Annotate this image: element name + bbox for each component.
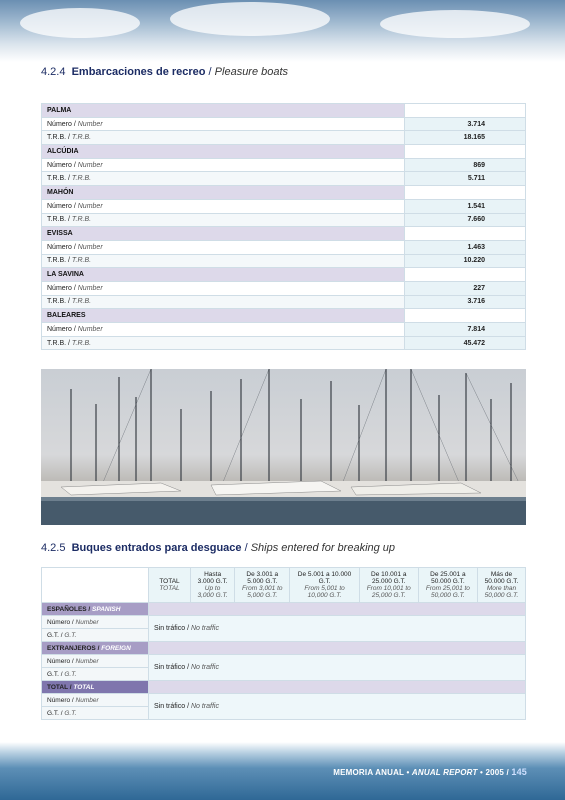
section-title-pleasure-boats: 4.2.4 Embarcaciones de recreo / Pleasure boats <box>41 66 289 78</box>
table-row: T.R.B. / T.R.B. 3.716 <box>42 295 526 309</box>
table-row: T.R.B. / T.R.B. 18.165 <box>42 131 526 145</box>
marina-photo <box>41 369 526 525</box>
table-row: Número / Number Sin tráfico / No traffic <box>42 694 526 707</box>
number-value: 7.814 <box>405 323 526 337</box>
section-title-en: Ships entered for breaking up <box>250 542 396 554</box>
trb-value: 5.711 <box>405 172 526 186</box>
group-name: BALEARES <box>42 309 405 323</box>
table-row: Número / Number 869 <box>42 158 526 172</box>
number-value: 1.541 <box>405 199 526 213</box>
table-group-row <box>42 268 526 282</box>
sailboat-masts-image <box>41 369 526 525</box>
table-group-row: TOTAL / TOTAL <box>42 681 526 694</box>
table-row: Número / Number 3.714 <box>42 117 526 131</box>
header-sky-image <box>0 0 565 62</box>
trb-value: 7.660 <box>405 213 526 227</box>
table-row: G.T. / G.T. <box>42 668 526 681</box>
table-row: T.R.B. / T.R.B. 5.711 <box>42 172 526 186</box>
column-header: Hasta 3.000 G.T. Up to 3,000 G.T. <box>191 568 235 603</box>
group-name: ALCÚDIA <box>42 145 405 159</box>
number-value: 869 <box>405 158 526 172</box>
table-row: G.T. / G.T. <box>42 629 526 642</box>
section-title-es: Embarcaciones de recreo <box>71 66 206 78</box>
table-row: Número / Number 7.814 <box>42 323 526 337</box>
number-value: 3.714 <box>405 117 526 131</box>
footer-annual-report: ANUAL REPORT <box>411 768 478 777</box>
trb-value: 18.165 <box>405 131 526 145</box>
trb-value: 45.472 <box>405 336 526 350</box>
table-group-row <box>42 104 526 118</box>
number-value: 227 <box>405 281 526 295</box>
table-group-row <box>42 145 526 159</box>
table-row: Número / Number 1.463 <box>42 240 526 254</box>
table-row: T.R.B. / T.R.B. 45.472 <box>42 336 526 350</box>
page-number: 145 <box>511 767 527 777</box>
section-number: 4.2.5 <box>41 542 66 554</box>
column-header: TOTAL TOTAL <box>149 568 191 603</box>
table-row: G.T. / G.T. <box>42 707 526 720</box>
table-row: Número / Number Sin tráfico / No traffic <box>42 655 526 668</box>
table-group-row <box>42 186 526 200</box>
table-row: T.R.B. / T.R.B. 10.220 <box>42 254 526 268</box>
breaking-up-table <box>41 567 526 720</box>
table-group-row <box>42 227 526 241</box>
column-header: De 3.001 a 5.000 G.T. From 3,001 to 5,000 G.T. <box>235 568 290 603</box>
trb-value: 10.220 <box>405 254 526 268</box>
table-row: Número / Number 1.541 <box>42 199 526 213</box>
footer-memoria: MEMORIA ANUAL <box>333 768 404 777</box>
group-name: PALMA <box>42 104 405 118</box>
no-traffic-cell: Sin tráfico / No traffic <box>149 694 526 720</box>
section-title-breaking-up: 4.2.5 Buques entrados para desguace / Ships entered for breaking up <box>41 542 396 554</box>
table-group-row <box>42 309 526 323</box>
table-row: Número / Number Sin tráfico / No traffic <box>42 616 526 629</box>
column-header: De 10.001 a 25.000 G.T. From 10,001 to 25,000 G.T. <box>359 568 418 603</box>
group-name: EVISSA <box>42 227 405 241</box>
section-number: 4.2.4 <box>41 66 66 78</box>
table-group-row: EXTRANJEROS / FOREIGN <box>42 642 526 655</box>
footer-year: 2005 <box>485 768 505 777</box>
group-name: MAHÓN <box>42 186 405 200</box>
column-header: De 25.001 a 50.000 G.T. From 25,001 to 50,000 G.T. <box>418 568 477 603</box>
column-header: Más de 50.000 G.T. More than 50,000 G.T. <box>477 568 525 603</box>
table-group-row: ESPAÑOLES / SPANISH <box>42 603 526 616</box>
pleasure-boats-table <box>41 103 526 350</box>
table-row: T.R.B. / T.R.B. 7.660 <box>42 213 526 227</box>
no-traffic-cell: Sin tráfico / No traffic <box>149 655 526 681</box>
number-value: 1.463 <box>405 240 526 254</box>
trb-value: 3.716 <box>405 295 526 309</box>
no-traffic-cell: Sin tráfico / No traffic <box>149 616 526 642</box>
table-header-row <box>42 568 526 603</box>
section-title-en: Pleasure boats <box>214 66 289 78</box>
section-title-es: Buques entrados para desguace <box>71 542 242 554</box>
column-header: De 5.001 a 10.000 G.T. From 5,001 to 10,000 G.T. <box>290 568 359 603</box>
group-name: LA SAVINA <box>42 268 405 282</box>
page-footer: MEMORIA ANUAL • ANUAL REPORT • 2005 / 145 <box>333 767 527 777</box>
table-row: Número / Number 227 <box>42 281 526 295</box>
